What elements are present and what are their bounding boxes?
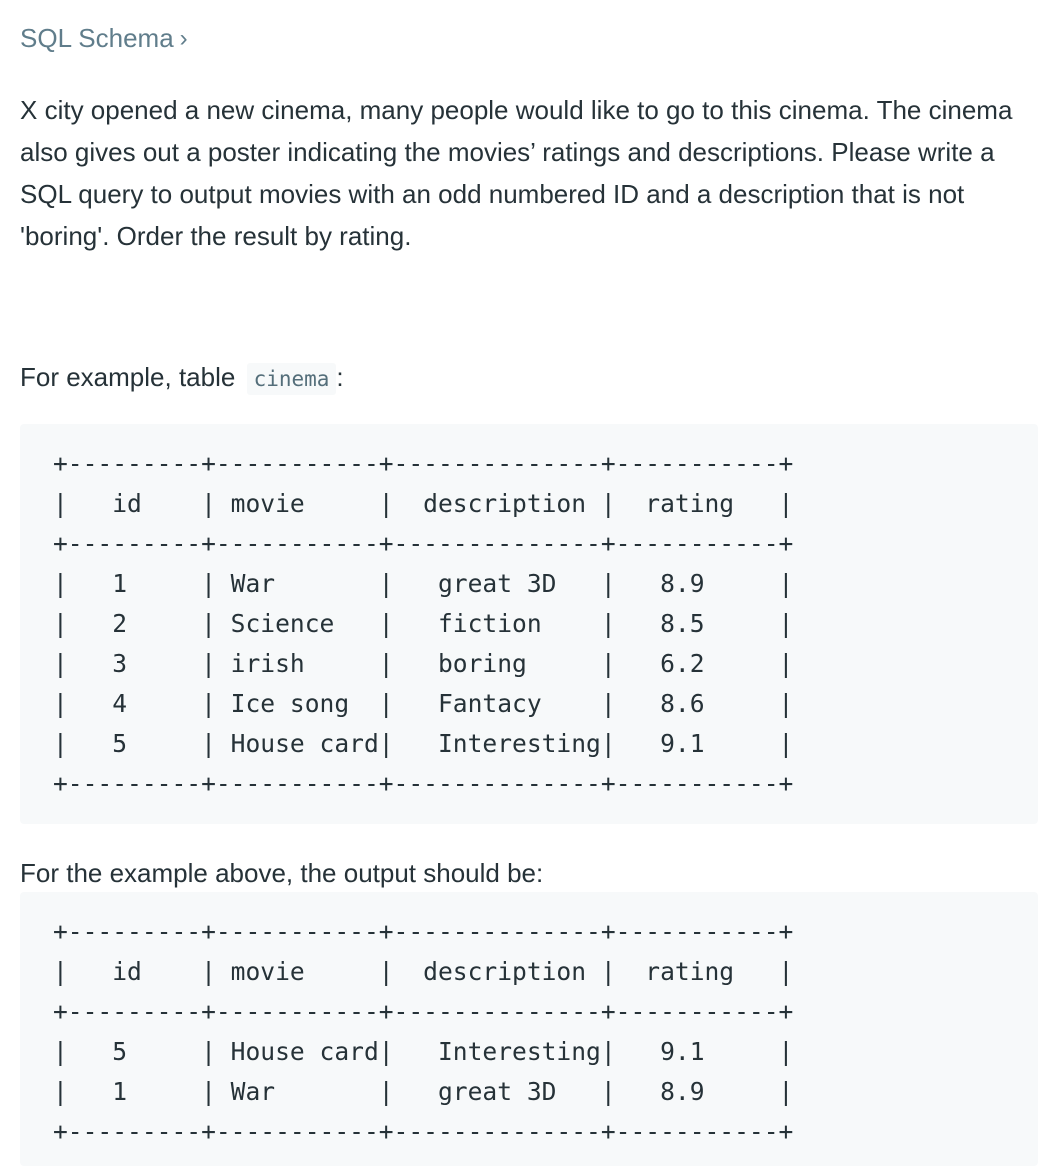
output-table-text: +---------+-----------+--------------+-----------+ | id | movie | description | rating | +---------+-----------+--------------+-----------+ | 5 | House card| Interesting| 9.1 | | 1 | War | great 3D | 8.9 | +---------+-----------+--------------+-----------+ [53, 917, 794, 1146]
sql-schema-label[interactable]: SQL Schema [20, 23, 174, 53]
table-name-code: cinema [247, 363, 337, 395]
output-label: For the example above, the output should be: [20, 858, 544, 888]
example-table-block [20, 424, 1038, 824]
example-label-prefix: For example, table [20, 362, 243, 392]
example-table-text: +---------+-----------+--------------+-----------+ | id | movie | description | rating | +---------+-----------+--------------+-----------+ | 1 | War | great 3D | 8.9 | | 2 | Science | fiction | 8.5 | | 3 | irish | boring | 6.2 | | 4 | Ice song | Fantacy | 8.6 | | 5 | House card| Interesting| 9.1 | +---------+-----------+--------------+-----------+ [53, 449, 794, 798]
example-label-suffix: : [336, 362, 344, 392]
example-label [20, 356, 344, 400]
output-table-block [20, 892, 1038, 1166]
chevron-right-icon: › [179, 25, 188, 52]
sql-schema-link[interactable] [20, 20, 188, 58]
problem-description: X city opened a new cinema, many people would like to go to this cinema. The cinema also gives out a poster indicating the movies’ ratings and descriptions. Please write a SQL query to output movies with an odd numbered ID and a description that is not 'boring'. Order the result by rating. [20, 95, 1013, 251]
